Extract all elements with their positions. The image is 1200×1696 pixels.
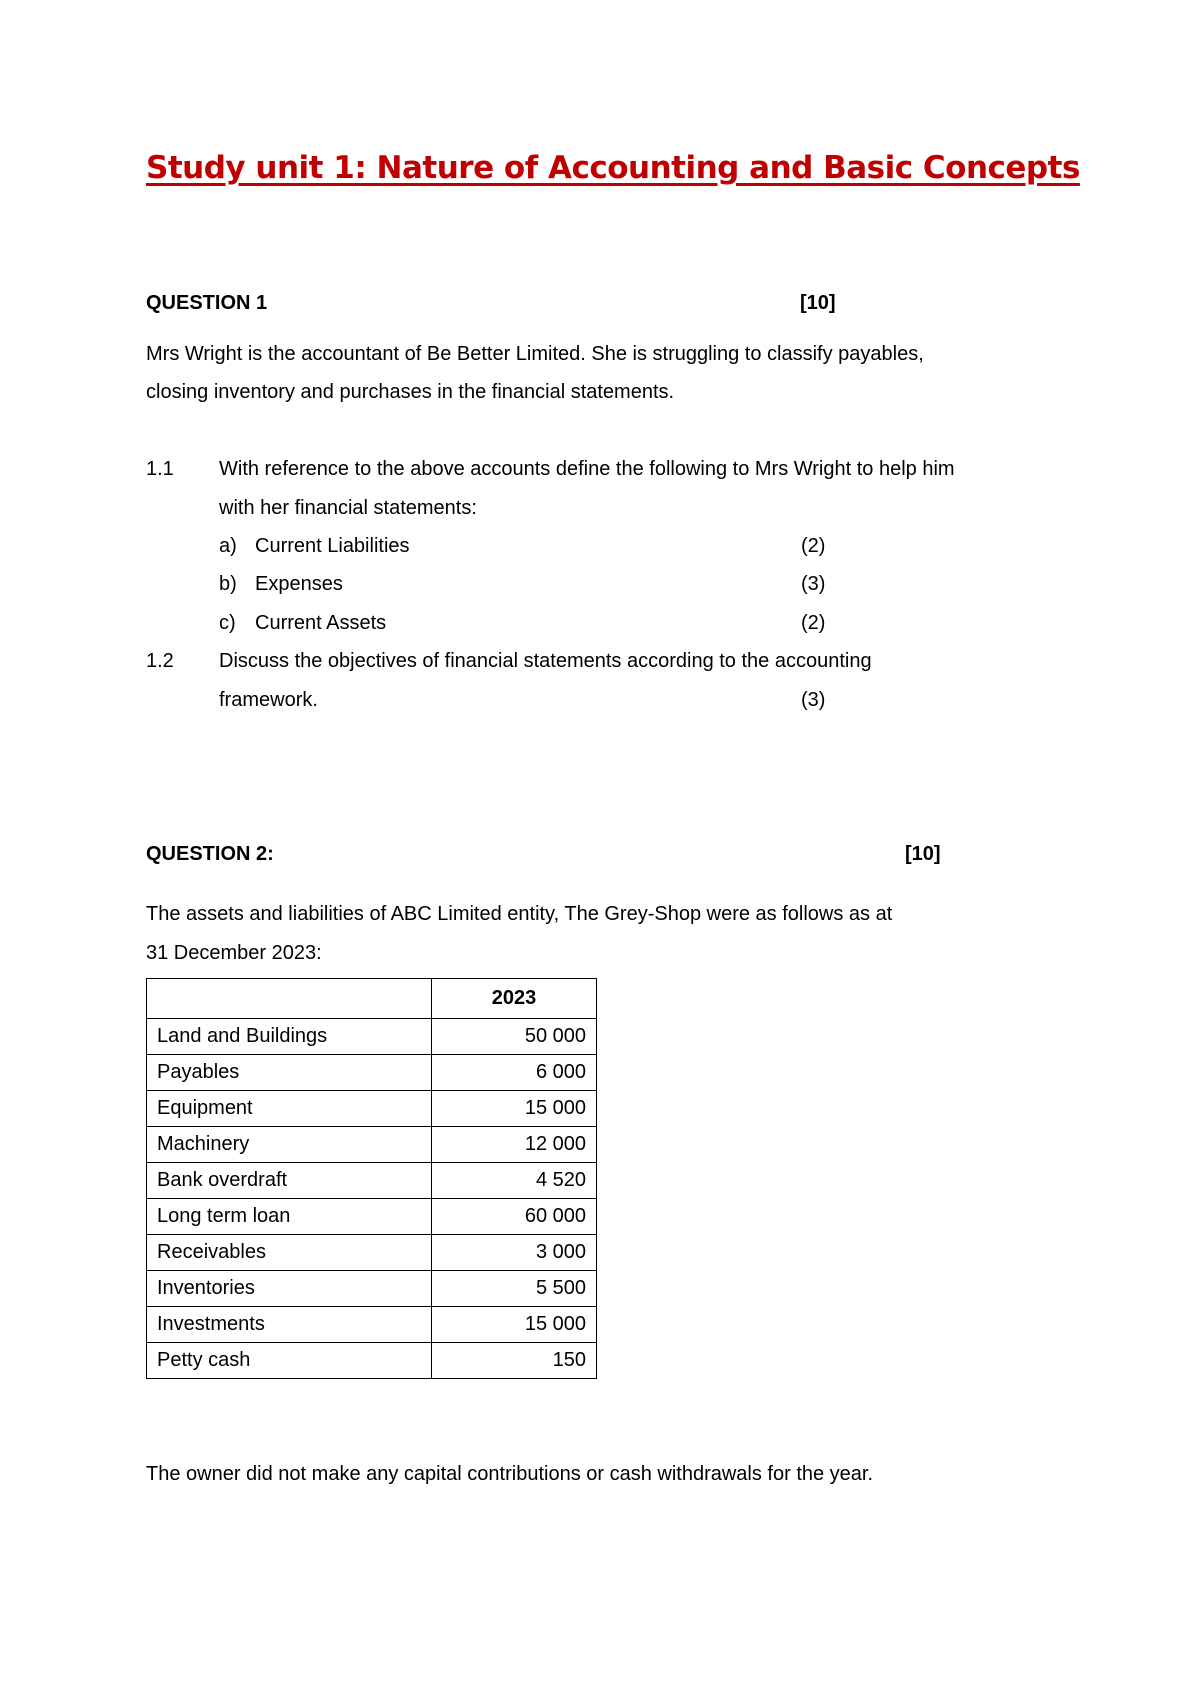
table-cell-amount: 3 000	[432, 1235, 597, 1271]
table-header-blank	[147, 979, 432, 1019]
subitem-a-letter: a)	[219, 535, 237, 557]
table-row	[147, 1199, 597, 1235]
table-row	[147, 1271, 597, 1307]
question-2-intro-line-2: 31 December 2023:	[146, 942, 322, 964]
question-1-marks: [10]	[800, 292, 836, 314]
table-cell-item: Petty cash	[147, 1343, 432, 1379]
question-2-intro-line-1: The assets and liabilities of ABC Limited entity, The Grey-Shop were as follows as at	[146, 903, 893, 925]
table-row	[147, 1235, 597, 1271]
item-1-1-number: 1.1	[146, 458, 174, 480]
table-cell-item: Investments	[147, 1307, 432, 1343]
table-cell-item: Long term loan	[147, 1199, 432, 1235]
table-cell-item: Land and Buildings	[147, 1019, 432, 1055]
subitem-b-marks: (3)	[801, 573, 826, 595]
subitem-c-letter: c)	[219, 612, 236, 634]
subitem-c-marks: (2)	[801, 612, 826, 634]
subitem-a-text: Current Liabilities	[255, 535, 410, 557]
table-row	[147, 1307, 597, 1343]
table-cell-amount: 5 500	[432, 1271, 597, 1307]
table-cell-amount: 12 000	[432, 1127, 597, 1163]
table-cell-amount: 50 000	[432, 1019, 597, 1055]
table-cell-amount: 15 000	[432, 1307, 597, 1343]
table-cell-item: Machinery	[147, 1127, 432, 1163]
table-cell-amount: 150	[432, 1343, 597, 1379]
table-header-year: 2023	[432, 979, 597, 1019]
table-row	[147, 1343, 597, 1379]
question-2-heading: QUESTION 2:	[146, 843, 274, 865]
item-1-1-line-1: With reference to the above accounts define the following to Mrs Wright to help him	[219, 458, 955, 480]
table-cell-item: Bank overdraft	[147, 1163, 432, 1199]
question-1-heading: QUESTION 1	[146, 292, 268, 314]
table-row	[147, 1019, 597, 1055]
table-row	[147, 1091, 597, 1127]
table-cell-item: Inventories	[147, 1271, 432, 1307]
subitem-b-text: Expenses	[255, 573, 343, 595]
table-row	[147, 1055, 597, 1091]
table-row	[147, 1163, 597, 1199]
item-1-2-number: 1.2	[146, 650, 174, 672]
table-cell-amount: 60 000	[432, 1199, 597, 1235]
table-row	[147, 1127, 597, 1163]
question-1-intro-line-2: closing inventory and purchases in the financial statements.	[146, 381, 675, 403]
page-title: Study unit 1: Nature of Accounting and Basic Concepts	[146, 150, 1080, 186]
question-1-intro-line-1: Mrs Wright is the accountant of Be Better Limited. She is struggling to classify payables,	[146, 343, 924, 365]
item-1-2-marks: (3)	[801, 689, 826, 711]
subitem-c-text: Current Assets	[255, 612, 387, 634]
table-cell-amount: 4 520	[432, 1163, 597, 1199]
question-2-marks: [10]	[905, 843, 941, 865]
table-cell-item: Receivables	[147, 1235, 432, 1271]
item-1-1-line-2: with her financial statements:	[219, 497, 477, 519]
table-cell-amount: 15 000	[432, 1091, 597, 1127]
table-header-row	[147, 979, 597, 1019]
assets-liabilities-table	[146, 978, 597, 1379]
subitem-a-marks: (2)	[801, 535, 826, 557]
table-cell-item: Equipment	[147, 1091, 432, 1127]
subitem-b-letter: b)	[219, 573, 237, 595]
item-1-2-line-1: Discuss the objectives of financial statements according to the accounting	[219, 650, 872, 672]
table-cell-amount: 6 000	[432, 1055, 597, 1091]
item-1-2-line-2: framework.	[219, 689, 318, 711]
question-2-footer-note: The owner did not make any capital contributions or cash withdrawals for the year.	[146, 1463, 874, 1485]
table-cell-item: Payables	[147, 1055, 432, 1091]
